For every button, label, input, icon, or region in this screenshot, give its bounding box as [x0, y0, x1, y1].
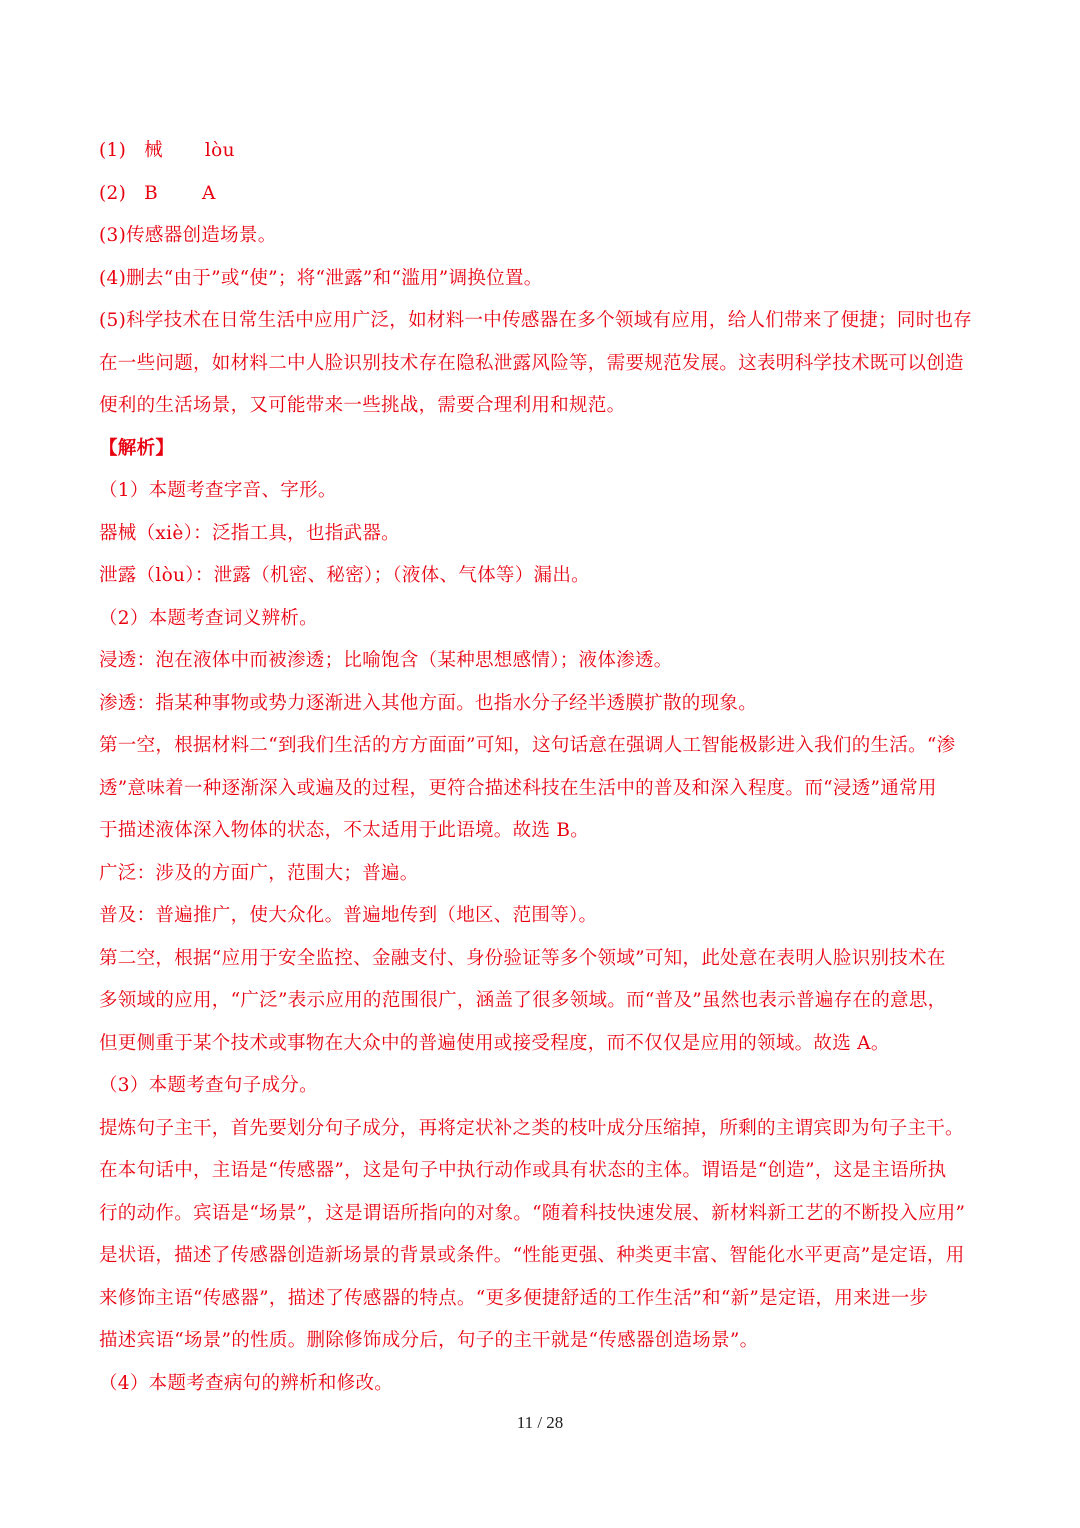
analysis-line: 普及：普遍推广，使大众化。普遍地传到（地区、范围等）。 — [99, 905, 598, 926]
answer-1-value-1: 械 — [144, 140, 163, 161]
analysis-line: 但更侧重于某个技术或事物在大众中的普遍使用或接受程度，而不仅仅是应用的领域。故选 A。 — [99, 1032, 890, 1054]
answer-2-value-2: A — [202, 182, 216, 204]
analysis-line: 浸透：泡在液体中而被渗透；比喻饱含（某种思想感情）；液体渗透。 — [99, 650, 673, 671]
analysis-line: 器械（xiè）：泛指工具，也指武器。 — [99, 522, 400, 544]
answer-1 — [99, 130, 994, 173]
analysis-line: 于描述液体深入物体的状态，不太适用于此语境。故选 B。 — [99, 820, 590, 841]
analysis-line: （4）本题考查病句的辨析和修改。 — [99, 1372, 394, 1394]
analysis-line: 广泛：涉及的方面广，范围大；普遍。 — [99, 862, 419, 884]
analysis-line: 透”意味着一种逐渐深入或遍及的过程，更符合描述科技在生活中的普及和深入程度。而“浸透”通常用 — [99, 777, 937, 799]
answer-5-line: 便利的生活场景，又可能带来一些挑战，需要合理利用和规范。 — [99, 395, 626, 416]
analysis-line: 第二空，根据“应用于安全监控、金融支付、身份验证等多个领域”可知，此处意在表明人脸识别技术在 — [99, 947, 946, 969]
analysis-line: 泄露（lòu）：泄露（机密、秘密）；（液体、气体等）漏出。 — [99, 565, 590, 586]
analysis-line: 描述宾语“场景”的性质。删除修饰成分后，句子的主干就是“传感器创造场景”。 — [99, 1330, 759, 1351]
analysis-line: 在本句话中，主语是“传感器”，这是句子中执行动作或具有状态的主体。谓语是“创造”，这是主语所执 — [99, 1160, 947, 1181]
answer-1-number: (1) — [99, 140, 127, 161]
analysis-line: 是状语，描述了传感器创造新场景的背景或条件。“性能更强、种类更丰富、智能化水平更高”是定语，用 — [99, 1245, 965, 1266]
answer-5-line: 在一些问题，如材料二中人脸识别技术存在隐私泄露风险等，需要规范发展。这表明科学技术既可以创造 — [99, 352, 964, 374]
answer-2 — [99, 173, 994, 216]
analysis-line: 多领域的应用，“广泛”表示应用的范围很广，涵盖了很多领域。而“普及”虽然也表示普遍存在的意思， — [99, 990, 947, 1011]
analysis-line: （3）本题考查句子成分。 — [99, 1075, 318, 1096]
page-number: 11 / 28 — [516, 1413, 564, 1432]
analysis-line: 提炼句子主干，首先要划分句子成分，再将定状补之类的枝叶成分压缩掉，所剩的主谓宾即为句子主干。 — [99, 1117, 964, 1139]
analysis-line: 渗透：指某种事物或势力逐渐进入其他方面。也指水分子经半透膜扩散的现象。 — [99, 692, 758, 714]
answer-4: (4)删去“由于”或“使”；将“泄露”和“滥用”调换位置。 — [99, 267, 543, 289]
answer-5-line: (5)科学技术在日常生活中应用广泛，如材料一中传感器在多个领域有应用，给人们带来了便捷；同时也存 — [99, 310, 973, 331]
analysis-line: （1）本题考查字音、字形。 — [99, 480, 337, 501]
analysis-line: 来修饰主语“传感器”，描述了传感器的特点。“更多便捷舒适的工作生活”和“新”是定语，用来进一步 — [99, 1287, 929, 1309]
analysis-line: 行的动作。宾语是“场景”，这是谓语所指向的对象。“随着科技快速发展、新材料新工艺的不断投入应用” — [99, 1202, 966, 1224]
answer-2-number: (2) — [99, 182, 127, 204]
analysis-line: （2）本题考查词义辨析。 — [99, 607, 318, 629]
analysis-heading: 【解析】 — [99, 437, 175, 459]
answer-1-value-2: lòu — [204, 140, 235, 161]
page-content — [99, 130, 994, 1405]
answer-2-value-1: B — [144, 182, 159, 204]
answer-3: (3)传感器创造场景。 — [99, 225, 277, 246]
analysis-line: 第一空，根据材料二“到我们生活的方方面面”可知，这句话意在强调人工智能极影进入我们的生活。“渗 — [99, 735, 956, 756]
